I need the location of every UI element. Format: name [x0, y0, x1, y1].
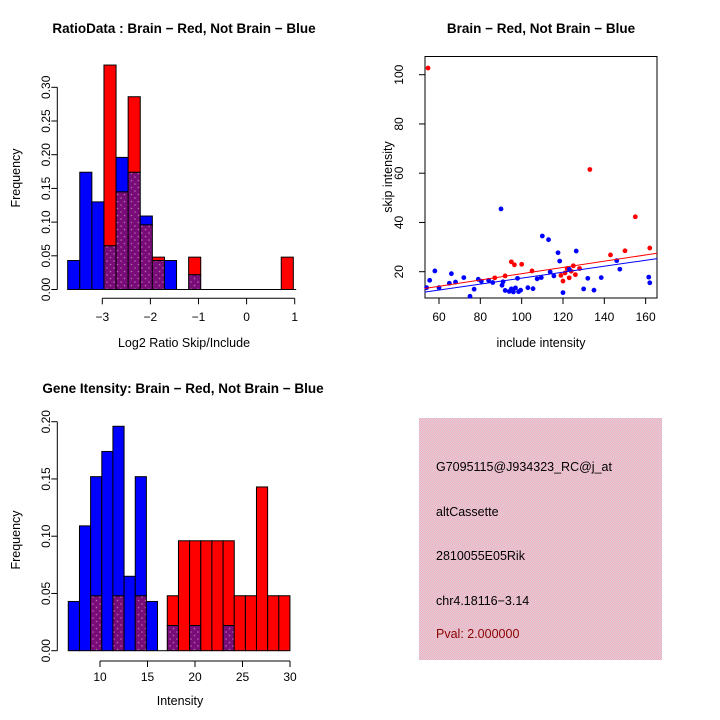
hist-bar — [201, 541, 212, 651]
scatter-point — [531, 286, 536, 291]
gene-hist-title: Gene Itensity: Brain − Red, Not Brain − Blue — [42, 381, 324, 396]
x-tick-label: 20 — [188, 670, 202, 684]
hist-bar — [164, 261, 176, 290]
hist-bar — [234, 596, 245, 651]
info-box — [419, 418, 662, 660]
x-tick-label: −2 — [143, 310, 158, 324]
scatter-point — [617, 267, 622, 272]
scatter-point — [427, 278, 432, 283]
hist-bar — [223, 541, 234, 626]
ratio-hist-title: RatioData : Brain − Red, Not Brain − Blue — [52, 21, 316, 36]
scatter-point — [647, 246, 652, 251]
scatter-point — [561, 279, 566, 284]
scatter-point — [599, 275, 604, 280]
x-tick-label: 140 — [594, 310, 615, 324]
hist-bar — [113, 426, 124, 595]
scatter-point — [633, 214, 638, 219]
y-tick-label: 0.25 — [39, 109, 53, 133]
y-tick-label: 0.15 — [39, 176, 53, 201]
hist-bar-overlap — [135, 596, 146, 651]
gene-hist-ylabel: Frequency — [9, 510, 23, 570]
scatter-point — [646, 275, 651, 280]
info-pval: Pval: 2.000000 — [436, 627, 520, 641]
hist-bar-overlap — [116, 192, 128, 290]
hist-bar — [91, 477, 102, 596]
y-tick-label: 0.05 — [39, 581, 53, 606]
scatter-point — [567, 275, 572, 280]
hist-bar — [146, 601, 157, 650]
hist-bar-overlap — [152, 261, 164, 290]
scatter-point — [592, 288, 597, 293]
scatter-point — [587, 167, 592, 172]
hist-bar-overlap — [104, 246, 116, 290]
gene-intensity-histogram-plot — [39, 410, 297, 684]
hist-bar — [189, 257, 201, 275]
scatter-point — [499, 207, 504, 212]
plot-box — [425, 57, 657, 299]
hist-bar — [135, 477, 146, 596]
hist-bar — [102, 451, 113, 650]
y-tick-label: 0.30 — [39, 75, 53, 99]
ratio-hist-ylabel: Frequency — [9, 148, 23, 208]
gene-hist-xlabel: Intensity — [156, 694, 204, 708]
x-tick-label: 100 — [511, 310, 532, 324]
hist-bar-overlap — [91, 596, 102, 651]
hist-bar — [92, 202, 104, 290]
scatter-point — [426, 66, 431, 71]
scatter-point — [623, 248, 628, 253]
scatter-point — [581, 287, 586, 292]
hist-bar — [256, 487, 267, 651]
hist-bar — [124, 576, 135, 650]
hist-bar — [68, 261, 80, 290]
hist-bar — [190, 541, 201, 626]
x-tick-label: 15 — [140, 670, 155, 684]
x-tick-label: 25 — [235, 670, 250, 684]
info-probe-id: G7095115@J934323_RC@j_at — [436, 460, 612, 474]
hist-bar — [68, 601, 79, 650]
info-gene: 2810055E05Rik — [436, 549, 525, 563]
hist-bar — [80, 172, 92, 289]
scatter-point — [432, 269, 437, 274]
x-tick-label: −1 — [191, 310, 206, 324]
x-tick-label: −3 — [95, 310, 110, 324]
fit-line — [425, 259, 657, 292]
hist-bar — [245, 596, 256, 651]
scatter-point — [472, 287, 477, 292]
hist-bar — [279, 596, 290, 651]
scatter-point — [518, 288, 523, 293]
x-tick-label: 1 — [291, 310, 299, 324]
scatter-point — [559, 273, 564, 278]
hist-bar — [152, 257, 164, 260]
hist-bar — [178, 541, 189, 651]
hist-bar — [140, 216, 152, 225]
y-tick-label: 0.00 — [39, 277, 53, 302]
y-tick-label: 80 — [392, 117, 406, 131]
scatter-point — [608, 253, 613, 258]
ratio-histogram-plot — [39, 65, 298, 324]
scatter-point — [546, 237, 551, 242]
y-tick-label: 0.10 — [39, 210, 53, 234]
x-tick-label: 160 — [635, 310, 656, 324]
hist-bar-overlap — [128, 172, 140, 289]
scatter-point — [519, 262, 524, 267]
scatter-point — [449, 271, 454, 276]
scatter-point — [556, 250, 561, 255]
scatter-point — [540, 234, 545, 239]
x-tick-label: 30 — [283, 670, 297, 684]
info-locus: chr4.18116−3.14 — [436, 594, 530, 608]
hist-bar — [79, 526, 90, 651]
y-tick-label: 0.10 — [39, 524, 53, 548]
hist-bar — [116, 157, 128, 191]
scatter-ylabel: skip intensity — [381, 141, 395, 213]
scatter-point — [513, 286, 518, 291]
scatter-xlabel: include intensity — [496, 336, 586, 350]
x-tick-label: 80 — [473, 310, 488, 324]
x-tick-label: 120 — [552, 310, 574, 324]
scatter-point — [585, 276, 590, 281]
scatter-point — [557, 259, 562, 264]
hist-bar — [128, 97, 140, 172]
y-tick-label: 20 — [392, 265, 406, 279]
scatter-title: Brain − Red, Not Brain − Blue — [446, 21, 636, 36]
ratio-hist-xlabel: Log2 Ratio Skip/Include — [117, 336, 251, 350]
y-tick-label: 60 — [392, 166, 406, 180]
scatter-point — [461, 275, 466, 280]
y-tick-label: 0.15 — [39, 467, 53, 491]
y-tick-label: 0.05 — [39, 244, 53, 268]
scatter-point — [512, 262, 517, 267]
hist-bar — [167, 596, 178, 626]
scatter-plot — [392, 57, 657, 325]
scatter-point — [525, 285, 530, 290]
x-tick-label: 10 — [93, 670, 107, 684]
scatter-point — [574, 249, 579, 254]
scatter-point — [468, 294, 473, 299]
fit-line — [425, 253, 657, 288]
scatter-point — [561, 290, 566, 295]
x-tick-label: 0 — [243, 310, 250, 324]
y-tick-label: 100 — [392, 64, 406, 85]
scatter-point — [647, 280, 652, 285]
hist-bar — [212, 541, 223, 651]
hist-bar-overlap — [140, 225, 152, 290]
hist-bar-overlap — [167, 626, 178, 651]
hist-bar-overlap — [190, 626, 201, 651]
scatter-point — [503, 288, 508, 293]
scatter-point — [535, 276, 540, 281]
hist-bar — [268, 596, 279, 651]
y-tick-label: 0.00 — [39, 639, 53, 663]
info-splice-type: altCassette — [436, 505, 499, 519]
y-tick-label: 40 — [392, 215, 406, 230]
hist-bar — [104, 65, 116, 246]
y-tick-label: 0.20 — [39, 410, 53, 434]
hist-bar-overlap — [113, 596, 124, 651]
y-tick-label: 0.20 — [39, 143, 53, 167]
hist-bar-overlap — [223, 626, 234, 651]
hist-bar — [281, 257, 293, 289]
scatter-point — [573, 272, 578, 277]
x-tick-label: 60 — [432, 310, 446, 324]
hist-bar-overlap — [189, 275, 201, 290]
